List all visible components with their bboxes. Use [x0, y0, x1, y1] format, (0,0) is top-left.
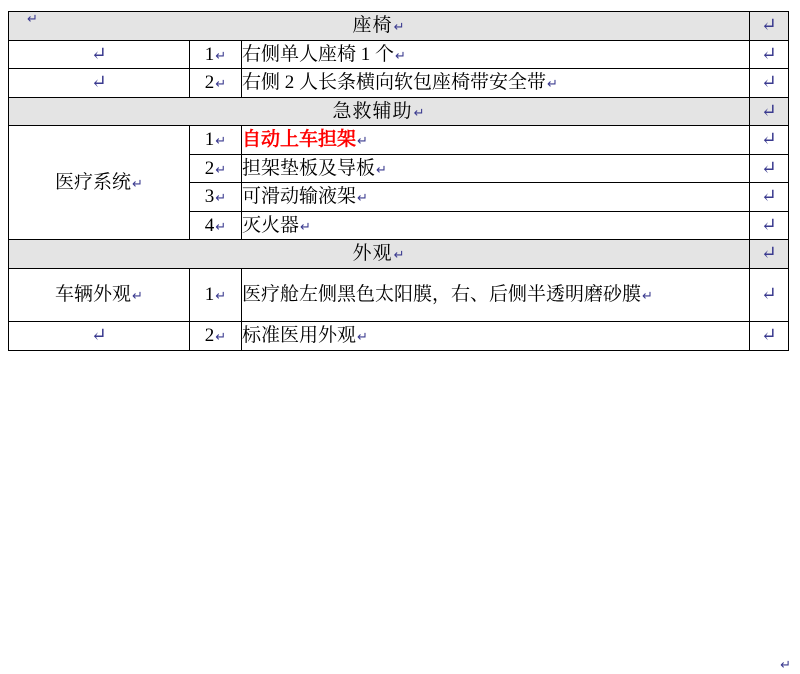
- section-title: [9, 97, 750, 126]
- row-end-mark: ↵: [750, 240, 789, 269]
- row-number: [190, 268, 242, 321]
- paragraph-mark: ↵: [215, 329, 227, 345]
- row-end-mark: ↵: [750, 183, 789, 212]
- row-number: [190, 183, 242, 212]
- paragraph-mark: ↵: [395, 47, 406, 63]
- category-cell: ↵: [9, 322, 190, 351]
- category-label: 车辆外观: [55, 284, 132, 306]
- row-end-mark: ↵: [750, 322, 789, 351]
- category-cell: ↵: [9, 69, 190, 98]
- row-description-text: 灭火器: [242, 214, 300, 236]
- paragraph-mark: ↵: [357, 190, 368, 206]
- row-description-text-highlighted: 自动上车担架: [242, 129, 357, 151]
- category-label: 医疗系统: [55, 172, 132, 193]
- row-end-mark: ↵: [750, 40, 789, 69]
- row-description: [242, 154, 750, 183]
- paragraph-mark: ↵: [215, 47, 227, 63]
- table-section-header: [9, 97, 789, 126]
- equipment-table: [8, 11, 789, 351]
- row-number: [190, 69, 242, 98]
- row-description-text: 担架垫板及导板: [242, 157, 376, 179]
- paragraph-mark: ↵: [376, 161, 387, 177]
- row-number-text: 1: [204, 43, 215, 65]
- section-title: [9, 12, 750, 41]
- row-end-mark: ↵: [750, 97, 789, 126]
- paragraph-mark: ↵: [357, 133, 368, 149]
- row-number-text: 2: [204, 72, 215, 94]
- row-description-text: 右侧单人座椅 1 个: [242, 43, 395, 65]
- row-end-mark: ↵: [750, 268, 789, 321]
- paragraph-mark: ↵: [215, 218, 227, 234]
- row-description-text: 可滑动输液架: [242, 186, 357, 208]
- paragraph-mark: ↵: [132, 288, 143, 304]
- table-row: [9, 69, 789, 98]
- row-number: [190, 40, 242, 69]
- section-title: [9, 240, 750, 269]
- row-number-text: 2: [204, 325, 215, 347]
- category-cell: ↵: [9, 40, 190, 69]
- table-section-header: [9, 240, 789, 269]
- row-description-text: 右侧 2 人长条横向软包座椅带安全带: [242, 72, 547, 94]
- paragraph-mark: ↵: [547, 76, 558, 92]
- row-description: [242, 211, 750, 240]
- row-description: [242, 322, 750, 351]
- paragraph-mark: ↵: [393, 19, 406, 34]
- row-number: [190, 126, 242, 155]
- paragraph-mark: ↵: [300, 218, 311, 234]
- row-end-mark: ↵: [750, 12, 789, 41]
- row-end-mark: ↵: [750, 126, 789, 155]
- table-row: [9, 126, 789, 155]
- paragraph-mark: ↵: [215, 161, 227, 177]
- table-row: [9, 268, 789, 321]
- category-cell: [9, 268, 190, 321]
- row-end-mark: ↵: [750, 69, 789, 98]
- row-number: [190, 322, 242, 351]
- row-number-text: 3: [204, 186, 215, 208]
- paragraph-mark: ↵: [215, 76, 227, 92]
- row-end-mark: ↵: [750, 211, 789, 240]
- row-description: [242, 268, 750, 321]
- row-number-text: 4: [204, 214, 215, 236]
- section-title-text: 外观: [352, 243, 393, 265]
- paragraph-mark: ↵: [642, 287, 653, 303]
- paragraph-mark-bottom: ↵: [780, 657, 791, 672]
- row-description: [242, 40, 750, 69]
- table-row: [9, 40, 789, 69]
- paragraph-mark: ↵: [215, 133, 227, 149]
- table-section-header: [9, 12, 789, 41]
- paragraph-mark: ↵: [215, 190, 227, 206]
- row-number-text: 2: [204, 157, 215, 179]
- paragraph-mark: ↵: [393, 247, 406, 263]
- paragraph-mark: ↵: [215, 288, 227, 304]
- row-number: [190, 211, 242, 240]
- category-cell: [9, 126, 190, 240]
- row-description: [242, 69, 750, 98]
- paragraph-mark-top: ↵: [27, 11, 38, 26]
- section-title-text: 座椅: [352, 15, 393, 36]
- row-description: [242, 183, 750, 212]
- section-title-text: 急救辅助: [332, 100, 413, 122]
- row-number: [190, 154, 242, 183]
- row-description-text: 标准医用外观: [242, 325, 357, 347]
- row-description-text: 医疗舱左侧黑色太阳膜，右、后侧半透明磨砂膜: [242, 283, 642, 305]
- paragraph-mark: ↵: [413, 104, 426, 120]
- row-end-mark: ↵: [750, 154, 789, 183]
- row-number-text: 1: [204, 129, 215, 151]
- row-number-text: 1: [204, 284, 215, 306]
- paragraph-mark: ↵: [132, 176, 143, 191]
- table-row: [9, 322, 789, 351]
- paragraph-mark: ↵: [357, 329, 368, 345]
- row-description: [242, 126, 750, 155]
- document-page: [0, 11, 800, 674]
